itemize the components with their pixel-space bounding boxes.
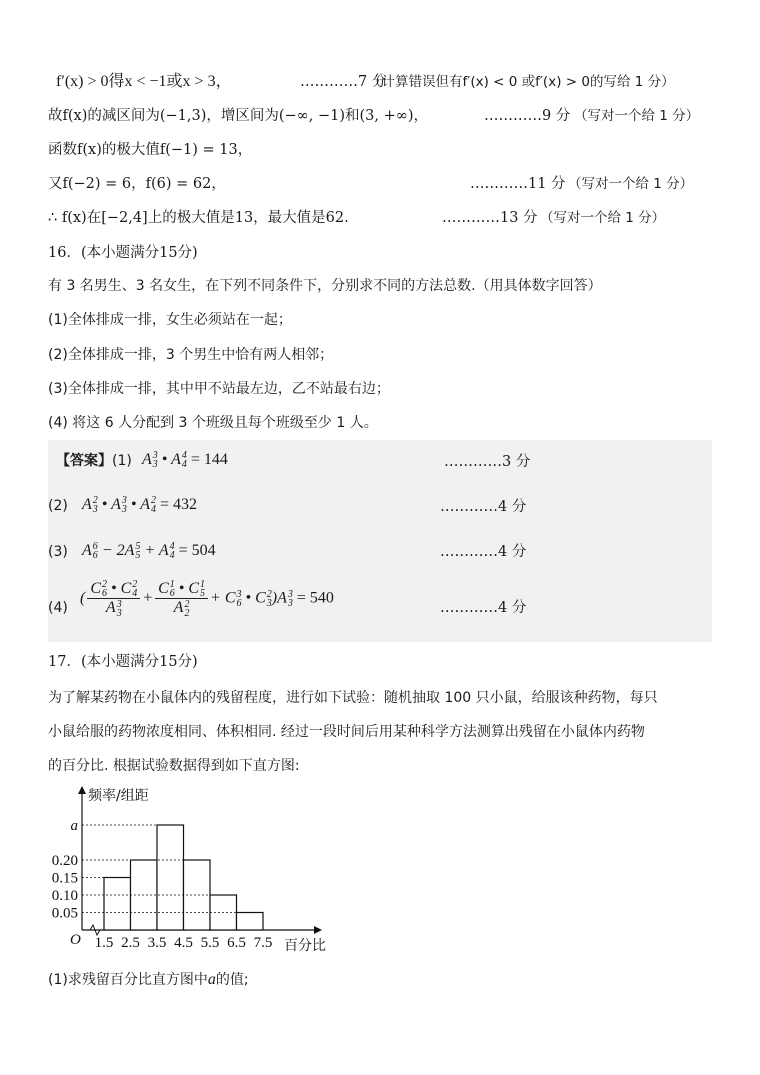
sub1-pre: (1)求残留百分比直方图中 (48, 972, 208, 988)
y-tick-label: 0.15 (51, 870, 78, 887)
q16-stem: 有 3 名男生、3 名女生，在下列不同条件下，分别求不同的方法总数.（用具体数字回答） (48, 278, 602, 294)
y-tick-label: 0.20 (51, 853, 78, 869)
q17-para-2: 小鼠给服的药物浓度相同、体积相同. 经过一段时间后用某种科学方法测算出残留在小鼠体内药物 (48, 724, 645, 740)
x-tick-label: 7.5 (253, 935, 273, 951)
y-tick-label: a (70, 818, 78, 834)
answer-row-1 (56, 451, 132, 471)
q17-sub-1 (48, 970, 249, 990)
y-tick-label: 0.10 (51, 888, 78, 904)
x-tick-label: 6.5 (227, 935, 246, 951)
score-7: …………7 分 (300, 74, 387, 90)
answer-4-result: = 540 (296, 589, 334, 607)
note-4: （写对一个给 1 分） (568, 176, 694, 192)
histogram-chart (48, 782, 348, 957)
x-tick-label: 2.5 (121, 935, 140, 951)
solution-line-5: ∴ f(x)在[−2,4]上的极大值是13，最大值是62. (48, 210, 349, 226)
answer-2-num: (2) (48, 498, 68, 514)
origin-label: O (70, 932, 81, 948)
q16-part-3: (3)全体排成一排，其中甲不站最左边，乙不站最右边； (48, 381, 390, 397)
q16-title: 16．(本小题满分15分) (48, 245, 198, 261)
histogram-bar (104, 878, 131, 931)
note-1: （计算错误但有f′(x) < 0 或f′(x) > 0的写给 1 分） (368, 74, 675, 90)
solution-line-2: 故f(x)的减区间为(−1,3)，增区间为(−∞, −1)和(3, +∞)， (48, 108, 429, 124)
note-5: （写对一个给 1 分） (540, 210, 666, 226)
answer-4-score: …………4 分 (440, 600, 527, 616)
answer-2-formula: A 2 3 • A 3 3 • A 2 4 = 432 (82, 495, 197, 516)
solution-line-3: 函数f(x)的极大值f(−1) = 13， (48, 142, 253, 158)
solution-line-4: 又f(−2) = 6，f(6) = 62， (48, 176, 226, 192)
answer-3-formula: A 6 6 − 2A 5 5 + A 4 4 = 504 (82, 541, 216, 562)
q17-title: 17．(本小题满分15分) (48, 654, 198, 670)
q16-part-1: (1)全体排成一排，女生必须站在一起； (48, 312, 292, 328)
x-tick-label: 4.5 (174, 935, 193, 951)
note-2: （写对一个给 1 分） (574, 108, 700, 124)
answer-1-formula: A 3 3 • A 4 4 = 144 (142, 450, 228, 471)
answer-2-score: …………4 分 (440, 499, 527, 515)
answer-3-result: = 504 (178, 542, 216, 559)
answer-1-result: = 144 (190, 451, 228, 468)
histogram-bar (157, 825, 184, 930)
answer-3-num: (3) (48, 544, 68, 560)
q16-part-2: (2)全体排成一排，3 个男生中恰有两人相邻； (48, 347, 334, 363)
x-tick-label: 5.5 (200, 935, 220, 951)
y-axis-label: 频率/组距 (88, 788, 149, 804)
chart-layer (52, 786, 326, 954)
x-axis-label: 百分比 (284, 938, 326, 954)
histogram-bar (237, 913, 264, 931)
q17-para-1: 为了解某药物在小鼠体内的残留程度，进行如下试验：随机抽取 100 只小鼠，给服该种药物，每只 (48, 690, 658, 706)
score-13: …………13 分 (442, 210, 538, 226)
score-9: …………9 分 (484, 108, 571, 124)
q17-para-3: 的百分比. 根据试验数据得到如下直方图: (48, 758, 300, 774)
answer-3-score: …………4 分 (440, 544, 527, 560)
x-axis-arrow (314, 926, 322, 934)
x-tick-label: 1.5 (94, 935, 114, 951)
answer-1-score: …………3 分 (444, 454, 531, 470)
y-axis-arrow (78, 786, 86, 794)
answer-label: 【答案】 (56, 453, 112, 469)
sub1-var: a (207, 971, 216, 988)
sub1-post: 的值; (215, 972, 249, 988)
q16-part-4: (4) 将这 6 人分配到 3 个班级且每个班级至少 1 人。 (48, 415, 378, 431)
answer-2-result: = 432 (159, 496, 197, 513)
answer-4-formula: ( C 2 6 • C 2 4 A 3 3 + C 1 6 • C 1 5 A 2 2 + C 3 6 • C 2 3 )A 3 3 = 540 (80, 579, 334, 619)
answer-1-num: (1) (112, 453, 132, 469)
x-tick-label: 3.5 (147, 935, 167, 951)
answer-4-num: (4) (48, 600, 68, 616)
line-text: f′(x) > 0得x < −1或x > 3， (56, 73, 232, 90)
score-11: …………11 分 (470, 176, 566, 192)
solution-line-1 (56, 72, 232, 92)
y-tick-label: 0.05 (51, 905, 78, 922)
